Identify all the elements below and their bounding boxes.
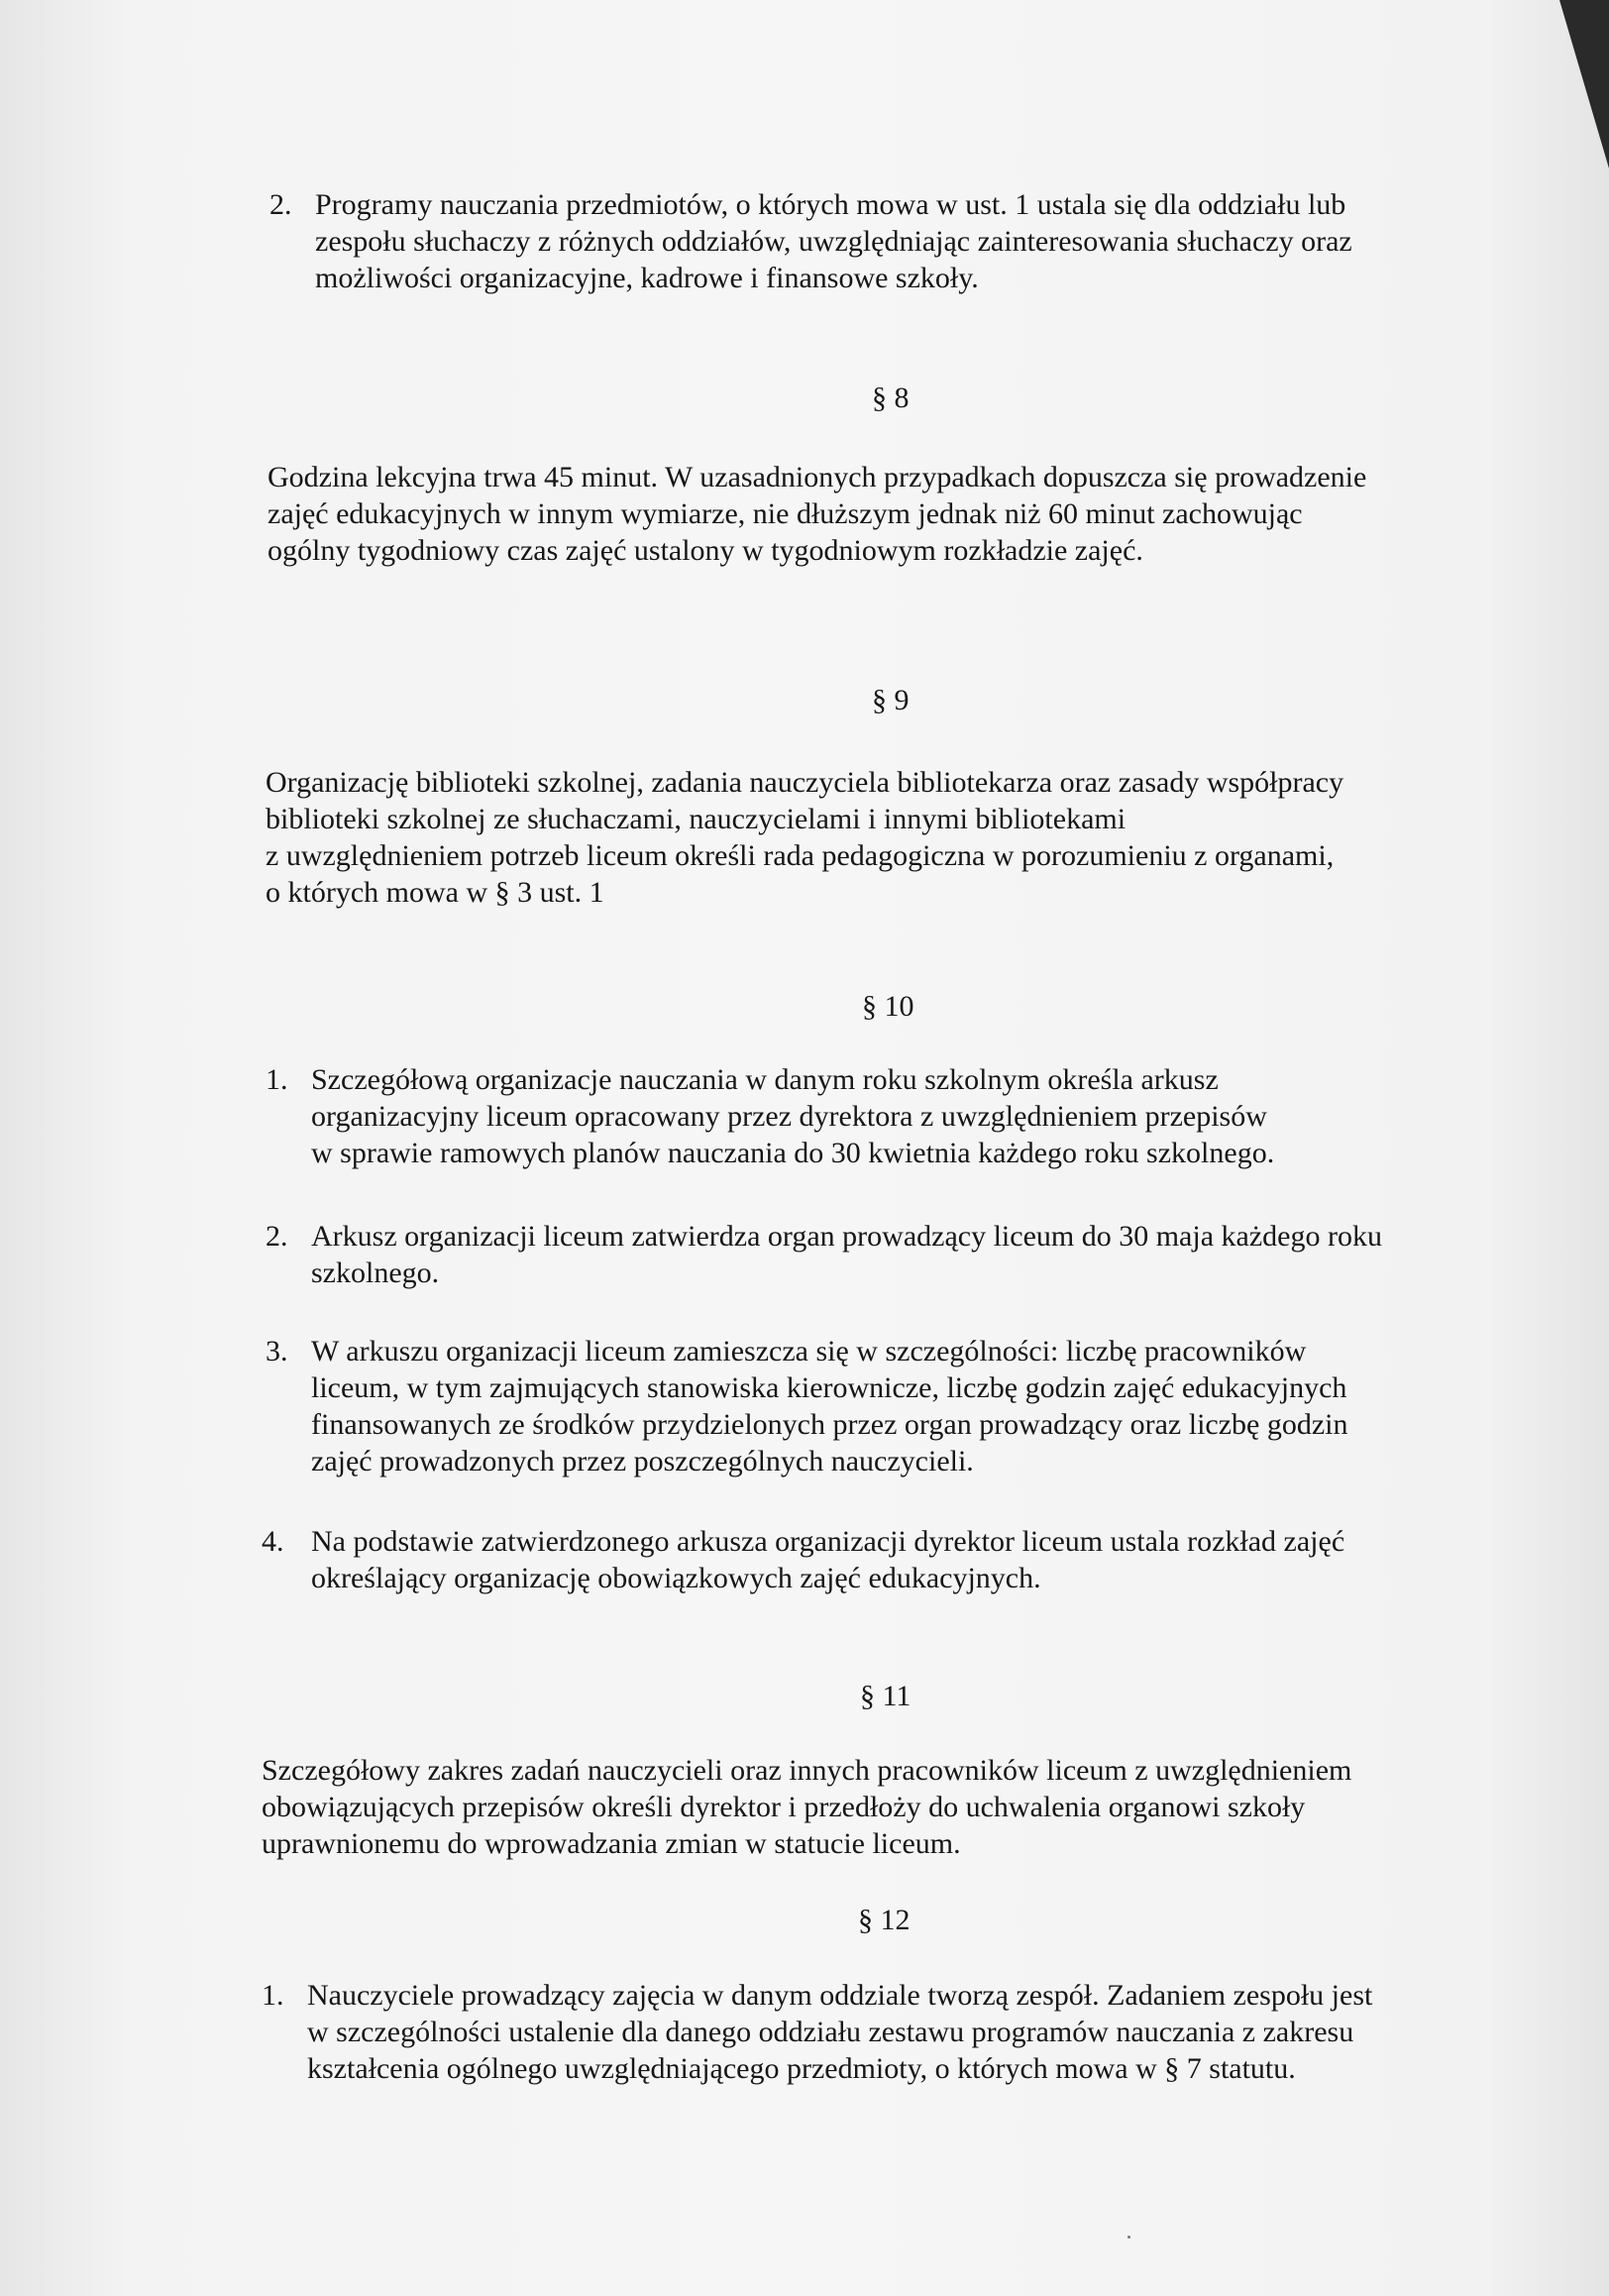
text-line: Organizację biblioteki szkolnej, zadania nauczyciela bibliotekarza oraz zasady współpracy	[266, 766, 1344, 799]
item-number: 4.	[262, 1525, 284, 1558]
item-number: 2.	[269, 188, 292, 221]
text-line: Na podstawie zatwierdzonego arkusza organizacji dyrektor liceum ustala rozkład zajęć	[311, 1525, 1345, 1558]
folded-corner	[1559, 0, 1609, 168]
section-heading-12: § 12	[858, 1904, 911, 1936]
item-text	[307, 1977, 1546, 2087]
text-line: uprawnionemu do wprowadzania zmian w statucie liceum.	[262, 1827, 961, 1860]
text-line: w szczególności ustalenie dla danego oddziału zestawu programów nauczania z zakresu	[307, 2016, 1354, 2048]
text-line: biblioteki szkolnej ze słuchaczami, nauczycielami i innymi bibliotekami	[266, 803, 1126, 835]
section-11-text	[262, 1752, 1351, 1862]
item-text	[311, 1523, 1550, 1596]
text-line: Godzina lekcyjna trwa 45 minut. W uzasadnionych przypadkach dopuszcza się prowadzenie	[268, 461, 1367, 493]
item-text	[315, 186, 1554, 296]
text-line: zajęć edukacyjnych w innym wymiarze, nie dłuższym jednak niż 60 minut zachowując	[268, 497, 1303, 530]
text-line: zespołu słuchaczy z różnych oddziałów, uwzględniając zainteresowania słuchaczy oraz	[315, 225, 1352, 258]
text-line: z uwzględnieniem potrzeb liceum określi rada pedagogiczna w porozumieniu z organami,	[266, 839, 1335, 872]
text-line: możliwości organizacyjne, kadrowe i finansowe szkoły.	[315, 262, 979, 294]
scan-speck	[1127, 2236, 1130, 2239]
text-line: Szczegółowy zakres zadań nauczycieli oraz innych pracowników liceum z uwzględnieniem	[262, 1754, 1352, 1787]
text-line: obowiązujących przepisów określi dyrektor i przedłoży do uchwalenia organowi szkoły	[262, 1791, 1306, 1823]
section-heading-11: § 11	[860, 1680, 912, 1712]
text-line: Nauczyciele prowadzący zajęcia w danym oddziale tworzą zespół. Zadaniem zespołu jest	[307, 1979, 1373, 2012]
item-text	[311, 1218, 1550, 1291]
section-8-text	[268, 459, 1366, 569]
section-9-text	[266, 764, 1343, 911]
text-line: Szczegółową organizacje nauczania w danym roku szkolnym określa arkusz	[311, 1063, 1219, 1096]
section-heading-9: § 9	[872, 684, 910, 716]
text-line: o których mowa w § 3 ust. 1	[266, 876, 604, 909]
item-text	[311, 1333, 1550, 1479]
item-number: 3.	[266, 1335, 288, 1367]
text-line: kształcenia ogólnego uwzględniającego przedmioty, o których mowa w § 7 statutu.	[307, 2052, 1296, 2085]
section-heading-8: § 8	[872, 382, 910, 414]
item-number: 1.	[266, 1063, 288, 1096]
text-line: ogólny tygodniowy czas zajęć ustalony w tygodniowym rozkładzie zajęć.	[268, 534, 1143, 567]
text-line: liceum, w tym zajmujących stanowiska kierownicze, liczbę godzin zajęć edukacyjnych	[311, 1371, 1347, 1404]
item-text	[311, 1061, 1550, 1171]
text-line: Programy nauczania przedmiotów, o których mowa w ust. 1 ustala się dla oddziału lub	[315, 188, 1346, 221]
text-line: W arkuszu organizacji liceum zamieszcza się w szczególności: liczbę pracowników	[311, 1335, 1307, 1367]
text-line: zajęć prowadzonych przez poszczególnych nauczycieli.	[311, 1445, 974, 1477]
text-line: w sprawie ramowych planów nauczania do 30 kwietnia każdego roku szkolnego.	[311, 1137, 1275, 1169]
item-number: 1.	[262, 1979, 284, 2012]
text-line: określający organizację obowiązkowych zajęć edukacyjnych.	[311, 1562, 1041, 1594]
section-heading-10: § 10	[862, 990, 914, 1023]
text-line: Arkusz organizacji liceum zatwierdza organ prowadzący liceum do 30 maja każdego roku	[311, 1220, 1382, 1253]
text-line: szkolnego.	[311, 1257, 440, 1289]
item-number: 2.	[266, 1220, 288, 1253]
text-line: organizacyjny liceum opracowany przez dyrektora z uwzględnieniem przepisów	[311, 1100, 1267, 1133]
text-line: finansowanych ze środków przydzielonych przez organ prowadzący oraz liczbę godzin	[311, 1408, 1348, 1441]
